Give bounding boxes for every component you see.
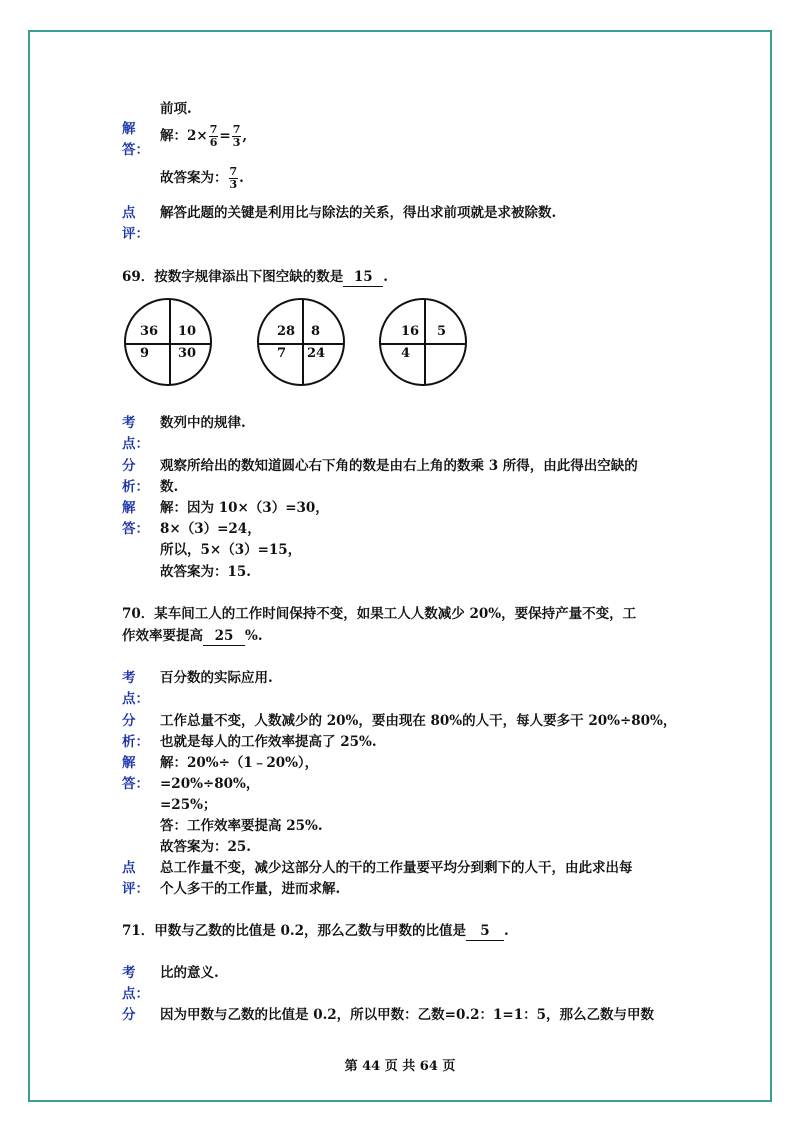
q69-jieda-label-1: 解 (122, 500, 136, 516)
circle-1-top-right: 10 (178, 324, 197, 339)
q69-jieda-line-4: 故答案为：15. (160, 564, 251, 580)
q68-answer: 故答案为： $\frac{7}{3}$ . (160, 165, 244, 191)
q68-jieda-label-1: 解 (122, 121, 136, 137)
q68-line-front: 前项. (160, 101, 192, 117)
q71-kaodian-label-1: 考 (122, 965, 136, 981)
q71-question: 71．甲数与乙数的比值是 0.2，那么乙数与甲数的比值是 5 . (122, 923, 509, 939)
circle-2-top-right: 8 (311, 324, 321, 339)
q71-fenxi-label-1: 分 (122, 1007, 136, 1023)
q69-kaodian-text: 数列中的规律. (160, 415, 246, 431)
q70-jieda-line-4: 答：工作效率要提高 25%. (160, 818, 323, 834)
q69-answer-blank: 15 (343, 268, 383, 287)
circle-2-bottom-right: 24 (307, 346, 326, 361)
q71-kaodian-label-2: 点： (122, 986, 149, 1002)
q70-jieda-line-2: =20%÷80%， (160, 776, 260, 792)
q69-jieda-label-2: 答： (122, 521, 149, 537)
q68-fraction-2: $\frac{7}{3}$ (232, 123, 241, 149)
circle-1-bottom-left: 9 (140, 346, 150, 361)
q71-kaodian-text: 比的意义. (160, 965, 219, 981)
circle-1-bottom-right: 30 (178, 346, 197, 361)
q68-dianping-text: 解答此题的关键是利用比与除法的关系，得出求前项就是求被除数. (160, 205, 557, 221)
q68-fraction-1: $\frac{7}{6}$ (209, 123, 218, 149)
q69-fenxi-line-1: 观察所给出的数知道圆心右下角的数是由右上角的数乘 3 所得，由此得出空缺的 (160, 458, 638, 474)
q69-fenxi-label-1: 分 (122, 458, 136, 474)
q70-kaodian-label-2: 点： (122, 691, 149, 707)
circle-3-top-left: 16 (401, 324, 420, 339)
circle-2-top-left: 28 (277, 324, 296, 339)
q70-answer-blank: 25 (203, 627, 245, 646)
q70-fenxi-line-1: 工作总量不变，人数减少的 20%，要由现在 80%的人干，每人要多干 20%÷80%， (160, 713, 677, 729)
q70-jieda-line-1: 解：20%÷（1﹣20%）， (160, 755, 319, 771)
q70-dianping-label-1: 点 (122, 860, 136, 876)
q70-fenxi-label-2: 析： (122, 734, 149, 750)
number-circle-1 (124, 298, 212, 386)
q68-fraction-3: $\frac{7}{3}$ (229, 165, 238, 191)
q69-jieda-line-3: 所以，5×（3）=15， (160, 542, 302, 558)
page-footer: 第 44 页 共 64 页 (344, 1059, 456, 1074)
q70-dianping-line-1: 总工作量不变，减少这部分人的干的工作量要平均分到剩下的人干，由此求出每 (160, 860, 633, 876)
q70-dianping-label-2: 评： (122, 881, 149, 897)
q69-fenxi-label-2: 析： (122, 479, 149, 495)
q70-jieda-label-1: 解 (122, 755, 136, 771)
q70-dianping-line-2: 个人多干的工作量，进而求解. (160, 881, 341, 897)
q70-fenxi-label-1: 分 (122, 713, 136, 729)
q71-answer-blank: 5 (466, 922, 504, 941)
q70-fenxi-line-2: 也就是每人的工作效率提高了 25%. (160, 734, 377, 750)
q70-question-line-1: 70．某车间工人的工作时间保持不变，如果工人人数减少 20%，要保持产量不变，工 (122, 606, 637, 622)
q70-question-line-2: 作效率要提高 25 %. (122, 628, 263, 644)
q69-question: 69．按数字规律添出下图空缺的数是 15 . (122, 269, 388, 285)
q69-fenxi-line-2: 数. (160, 479, 179, 495)
circle-2-bottom-left: 7 (277, 346, 287, 361)
q69-kaodian-label-2: 点： (122, 436, 149, 452)
q69-jieda-line-2: 8×（3）=24， (160, 521, 261, 537)
q68-dianping-label-2: 评： (122, 226, 149, 242)
q70-kaodian-label-1: 考 (122, 670, 136, 686)
circle-1-top-left: 36 (140, 324, 159, 339)
q70-jieda-line-5: 故答案为：25. (160, 839, 251, 855)
q69-jieda-line-1: 解：因为 10×（3）=30， (160, 500, 329, 516)
number-circle-2 (257, 298, 345, 386)
q68-answer-prefix: 故答案为： (160, 170, 228, 186)
circle-3-top-right: 5 (437, 324, 447, 339)
q68-jieda-label-2: 答： (122, 142, 149, 158)
circle-3-bottom-left: 4 (401, 346, 411, 361)
q71-fenxi-text: 因为甲数与乙数的比值是 0.2，所以甲数：乙数=0.2：1=1：5，那么乙数与甲数 (160, 1007, 654, 1023)
q70-kaodian-text: 百分数的实际应用. (160, 670, 273, 686)
q68-sol-prefix: 解：2× (160, 128, 208, 144)
number-circle-3 (379, 298, 467, 386)
q70-jieda-line-3: =25%； (160, 797, 217, 813)
q69-kaodian-label-1: 考 (122, 415, 136, 431)
q68-dianping-label-1: 点 (122, 205, 136, 221)
q68-solution: 解：2× $\frac{7}{6}$ = $\frac{7}{3}$ , (160, 123, 248, 149)
page-border (28, 30, 772, 1102)
q70-jieda-label-2: 答： (122, 776, 149, 792)
